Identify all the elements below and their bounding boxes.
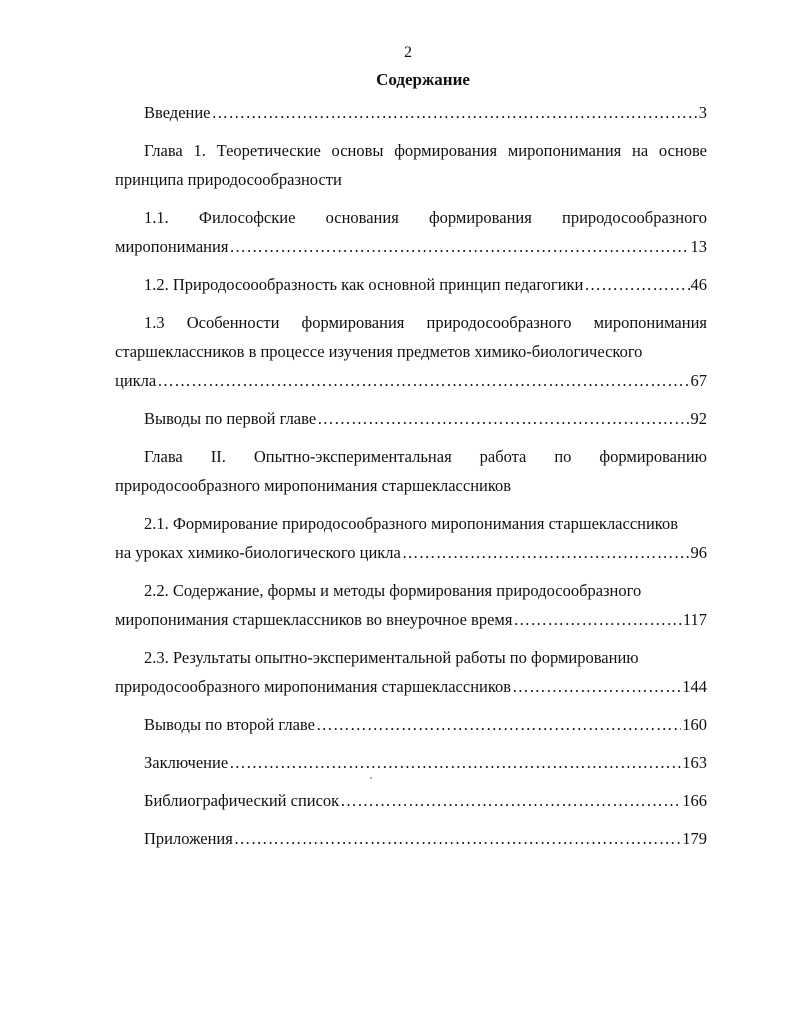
leader-dots bbox=[157, 366, 689, 395]
toc-label: Заключение bbox=[144, 753, 229, 772]
toc-label: 1.2. Природосоообразность как основной принцип педагогики bbox=[144, 275, 584, 294]
toc-entry-appendices bbox=[115, 824, 707, 853]
toc-label: Выводы по второй главе bbox=[144, 715, 315, 734]
toc-word: 1.1. bbox=[144, 208, 169, 227]
leader-dots bbox=[229, 748, 681, 777]
leader-dots bbox=[513, 605, 681, 634]
toc-entry-bibliography bbox=[115, 786, 707, 815]
toc-label: Приложения bbox=[144, 829, 233, 848]
leader-dots bbox=[512, 672, 681, 701]
toc-word: формирования bbox=[428, 208, 532, 227]
toc-word: Философские bbox=[198, 208, 296, 227]
toc-entry-conclusions-2 bbox=[115, 710, 707, 739]
scan-speck bbox=[370, 777, 372, 779]
toc-label: Библиографический список bbox=[144, 791, 340, 810]
toc-label: природосообразного миропонимания старшеклассников bbox=[115, 677, 512, 696]
toc-entry-intro bbox=[115, 98, 707, 127]
toc-page: 13 bbox=[690, 237, 707, 256]
toc-heading: 2.1. Формирование природосообразного миропонимания старшеклассников bbox=[144, 514, 679, 533]
leader-dots bbox=[229, 232, 689, 261]
toc-word: основания bbox=[325, 208, 399, 227]
toc-entry-1-2 bbox=[115, 270, 707, 299]
toc-page: 163 bbox=[682, 753, 707, 772]
toc-entry-2-1 bbox=[115, 509, 707, 567]
toc-entry-conclusion bbox=[115, 748, 707, 777]
leader-dots bbox=[316, 710, 681, 739]
toc-entry-chapter-2 bbox=[115, 442, 707, 500]
toc-label: на уроках химико-биологического цикла bbox=[115, 543, 401, 562]
toc-page: 46 bbox=[690, 275, 707, 294]
leader-dots bbox=[212, 98, 698, 127]
toc-page: 92 bbox=[690, 409, 707, 428]
toc-entry-conclusions-1 bbox=[115, 404, 707, 433]
toc-entry-1-3 bbox=[115, 308, 707, 395]
toc-heading: Глава 1. Теоретические основы формирования миропонимания на основе принципа природосообразности bbox=[115, 141, 707, 189]
page-number: 2 bbox=[404, 44, 412, 61]
toc-label: миропонимания старшеклассников во внеурочное время bbox=[115, 610, 513, 629]
toc-entry-2-3 bbox=[115, 643, 707, 701]
leader-dots bbox=[402, 538, 690, 567]
toc-page: 96 bbox=[690, 543, 707, 562]
leader-dots bbox=[234, 824, 681, 853]
toc-heading: 2.2. Содержание, формы и методы формирования природосообразного bbox=[144, 581, 642, 600]
toc-page: 144 bbox=[682, 677, 707, 696]
toc-entry-chapter-1 bbox=[115, 136, 707, 194]
toc-page: 117 bbox=[682, 610, 707, 629]
toc-line-justified bbox=[115, 203, 707, 232]
toc-label: миропонимания bbox=[115, 237, 229, 256]
toc-heading: 2.3. Результаты опытно-экспериментальной работы по формированию bbox=[144, 648, 639, 667]
leader-dots bbox=[584, 270, 689, 299]
toc-word: природосообразного bbox=[561, 208, 707, 227]
page-title: Содержание bbox=[376, 70, 470, 89]
toc-label: Выводы по первой главе bbox=[144, 409, 317, 428]
toc-entry-2-2 bbox=[115, 576, 707, 634]
toc-label: цикла bbox=[115, 371, 157, 390]
toc-page: 166 bbox=[682, 791, 707, 810]
toc-page: 3 bbox=[698, 103, 707, 122]
toc-page: 179 bbox=[682, 829, 707, 848]
toc-page: 67 bbox=[690, 371, 707, 390]
table-of-contents bbox=[115, 98, 707, 862]
toc-heading: 1.3 Особенности формирования природосообразного миропонимания старшеклассников в процессе изучения предметов химико-биологического bbox=[115, 313, 707, 361]
toc-label: Введение bbox=[144, 103, 211, 122]
toc-page: 160 bbox=[682, 715, 707, 734]
toc-entry-1-1 bbox=[115, 203, 707, 261]
leader-dots bbox=[340, 786, 681, 815]
toc-heading: Глава II. Опытно-экспериментальная работа по формированию природосообразного миропонимания старшеклассников bbox=[115, 447, 707, 495]
leader-dots bbox=[317, 404, 689, 433]
